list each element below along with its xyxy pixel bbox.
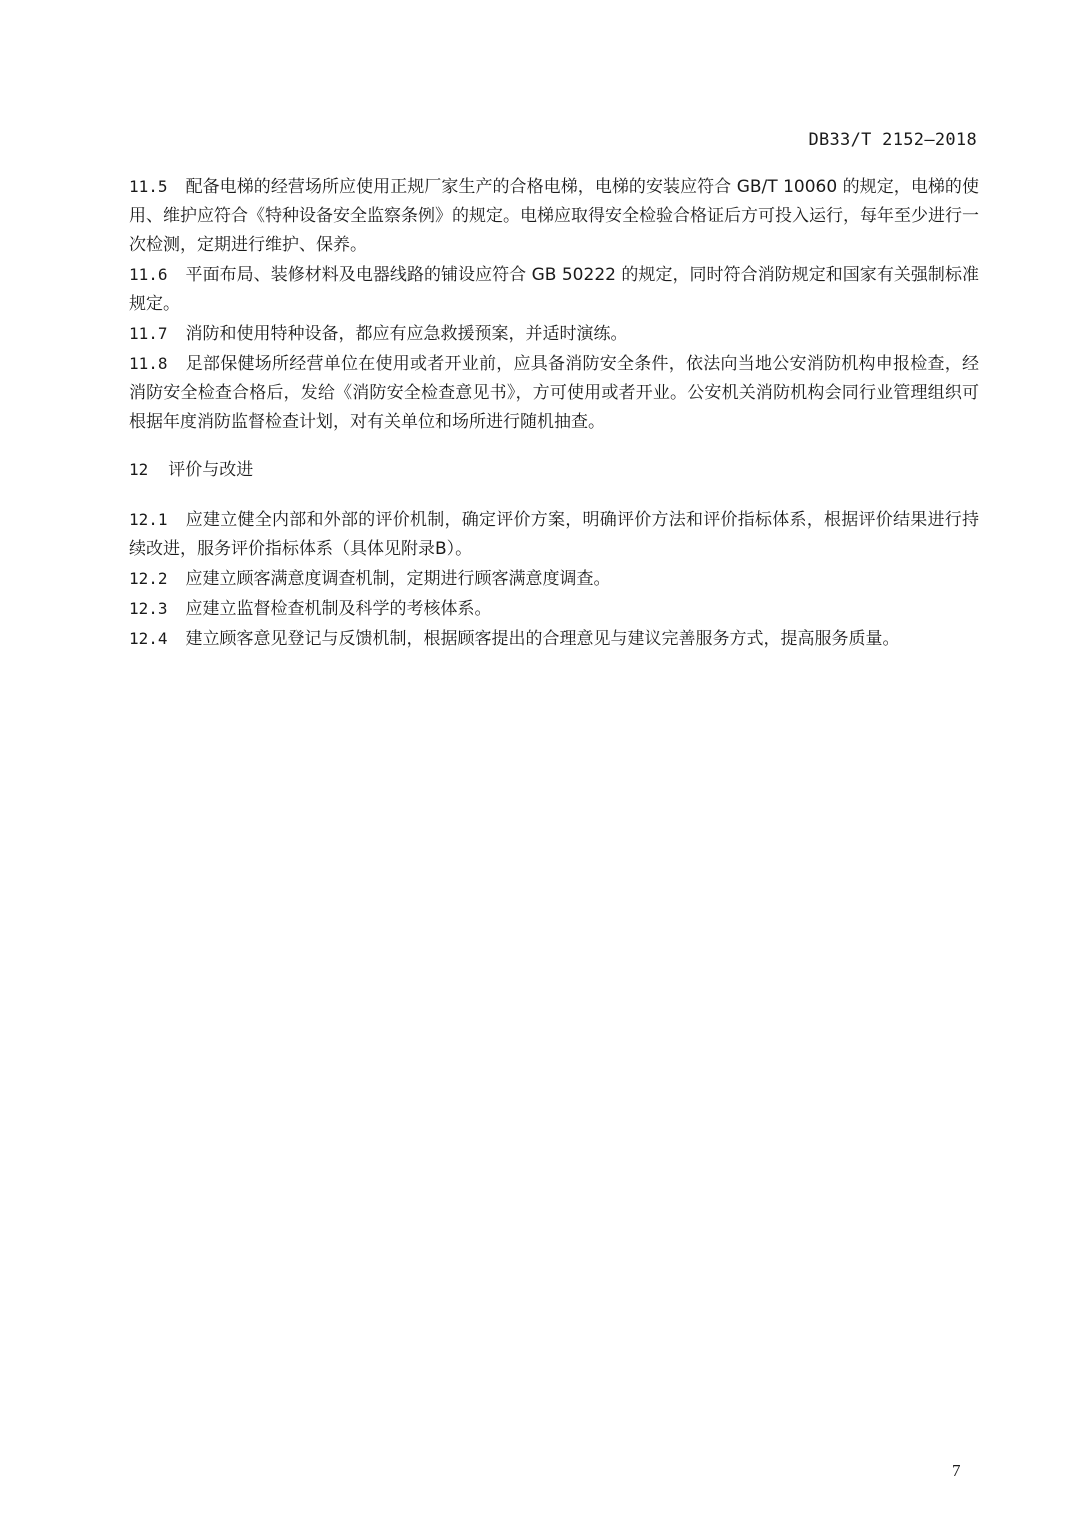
page-content	[129, 172, 979, 654]
clause-text: 应建立健全内部和外部的评价机制，确定评价方案，明确评价方法和评价指标体系，根据评价结果进行持续改进，服务评价指标体系（具体见附录B）。	[129, 510, 979, 559]
clause-text: 应建立顾客满意度调查机制，定期进行顾客满意度调查。	[185, 569, 611, 589]
clause-number: 11.7	[129, 324, 168, 343]
clause-11-8	[129, 349, 979, 437]
clause-text: 足部保健场所经营单位在使用或者开业前，应具备消防安全条件，依法向当地公安消防机构申报检查，经消防安全检查合格后，发给《消防安全检查意见书》，方可使用或者开业。公安机关消防机构会同行业管理组织可根据年度消防监督检查计划，对有关单位和场所进行随机抽查。	[129, 354, 979, 432]
section-number: 12	[129, 460, 149, 479]
clause-number: 11.5	[129, 177, 168, 196]
clause-11-6	[129, 260, 979, 319]
clause-11-7	[129, 319, 979, 349]
section-heading-12	[129, 455, 979, 485]
clause-11-5	[129, 172, 979, 260]
clause-text: 消防和使用特种设备，都应有应急救援预案，并适时演练。	[185, 324, 628, 344]
clause-number: 11.8	[129, 354, 168, 373]
section-title: 评价与改进	[168, 460, 254, 480]
clause-12-1	[129, 505, 979, 564]
document-code: DB33/T 2152—2018	[808, 130, 977, 150]
clause-number: 12.1	[129, 510, 168, 529]
clause-text: 平面布局、装修材料及电器线路的铺设应符合 GB 50222 的规定，同时符合消防规定和国家有关强制标准规定。	[129, 265, 979, 314]
clause-number: 12.3	[129, 599, 168, 618]
clause-number: 12.2	[129, 569, 168, 588]
clause-text: 配备电梯的经营场所应使用正规厂家生产的合格电梯，电梯的安装应符合 GB/T 10060 的规定，电梯的使用、维护应符合《特种设备安全监察条例》的规定。电梯应取得安全检验合格证后方可投入运行，每年至少进行一次检测，定期进行维护、保养。	[129, 177, 979, 255]
clause-12-2	[129, 564, 979, 594]
page-number: 7	[952, 1461, 961, 1480]
clause-text: 应建立监督检查机制及科学的考核体系。	[185, 599, 492, 619]
clause-number: 11.6	[129, 265, 168, 284]
clause-12-4	[129, 624, 979, 654]
clause-text: 建立顾客意见登记与反馈机制，根据顾客提出的合理意见与建议完善服务方式，提高服务质量。	[185, 629, 900, 649]
clause-12-3	[129, 594, 979, 624]
clause-number: 12.4	[129, 629, 168, 648]
